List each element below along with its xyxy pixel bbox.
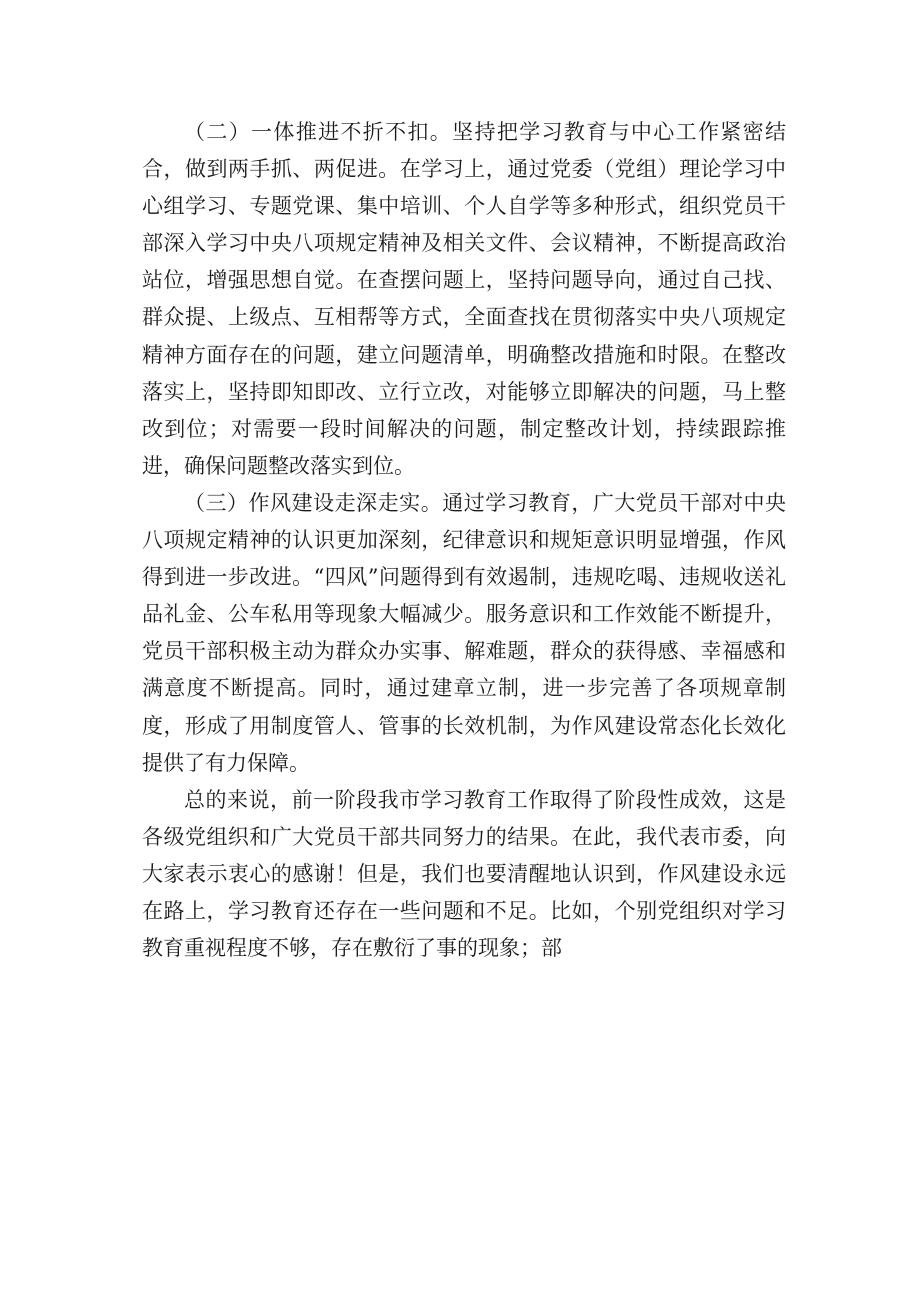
paragraph-section-three: （三）作风建设走深走实。通过学习教育，广大党员干部对中央八项规定精神的认识更加深刻，纪律意识和规矩意识明显增强，作风得到进一步改进。“四风”问题得到有效遏制，违规吃喝、违规收送礼品礼金、公车私用等现象大幅减少。服务意识和工作效能不断提升，党员干部积极主动为群众办实事、解难题，群众的获得感、幸福感和满意度不断提高。同时，通过建章立制，进一步完善了各项规章制度，形成了用制度管人、管事的长效机制，为作风建设常态化长效化提供了有力保障。 [142,490,786,775]
paragraph-section-two: （二）一体推进不折不扣。坚持把学习教育与中心工作紧密结合，做到两手抓、两促进。在学习上，通过党委（党组）理论学习中心组学习、专题党课、集中培训、个人自学等多种形式，组织党员干部深入学习中央八项规定精神及相关文件、会议精神，不断提高政治站位，增强思想自觉。在查摆问题上，坚持问题导向，通过自己找、群众提、上级点、互相帮等方式，全面查找在贯彻落实中央八项规定精神方面存在的问题，建立问题清单，明确整改措施和时限。在整改落实上，坚持即知即改、立行立改，对能够立即解决的问题，马上整改到位；对需要一段时间解决的问题，制定整改计划，持续跟踪推进，确保问题整改落实到位。 [142,120,786,478]
paragraph-summary: 总的来说，前一阶段我市学习教育工作取得了阶段性成效，这是各级党组织和广大党员干部共同努力的结果。在此，我代表市委，向大家表示衷心的感谢！但是，我们也要清醒地认识到，作风建设永远在路上，学习教育还存在一些问题和不足。比如，个别党组织对学习教育重视程度不够，存在敷衍了事的现象；部 [142,787,786,961]
document-body [142,114,786,967]
